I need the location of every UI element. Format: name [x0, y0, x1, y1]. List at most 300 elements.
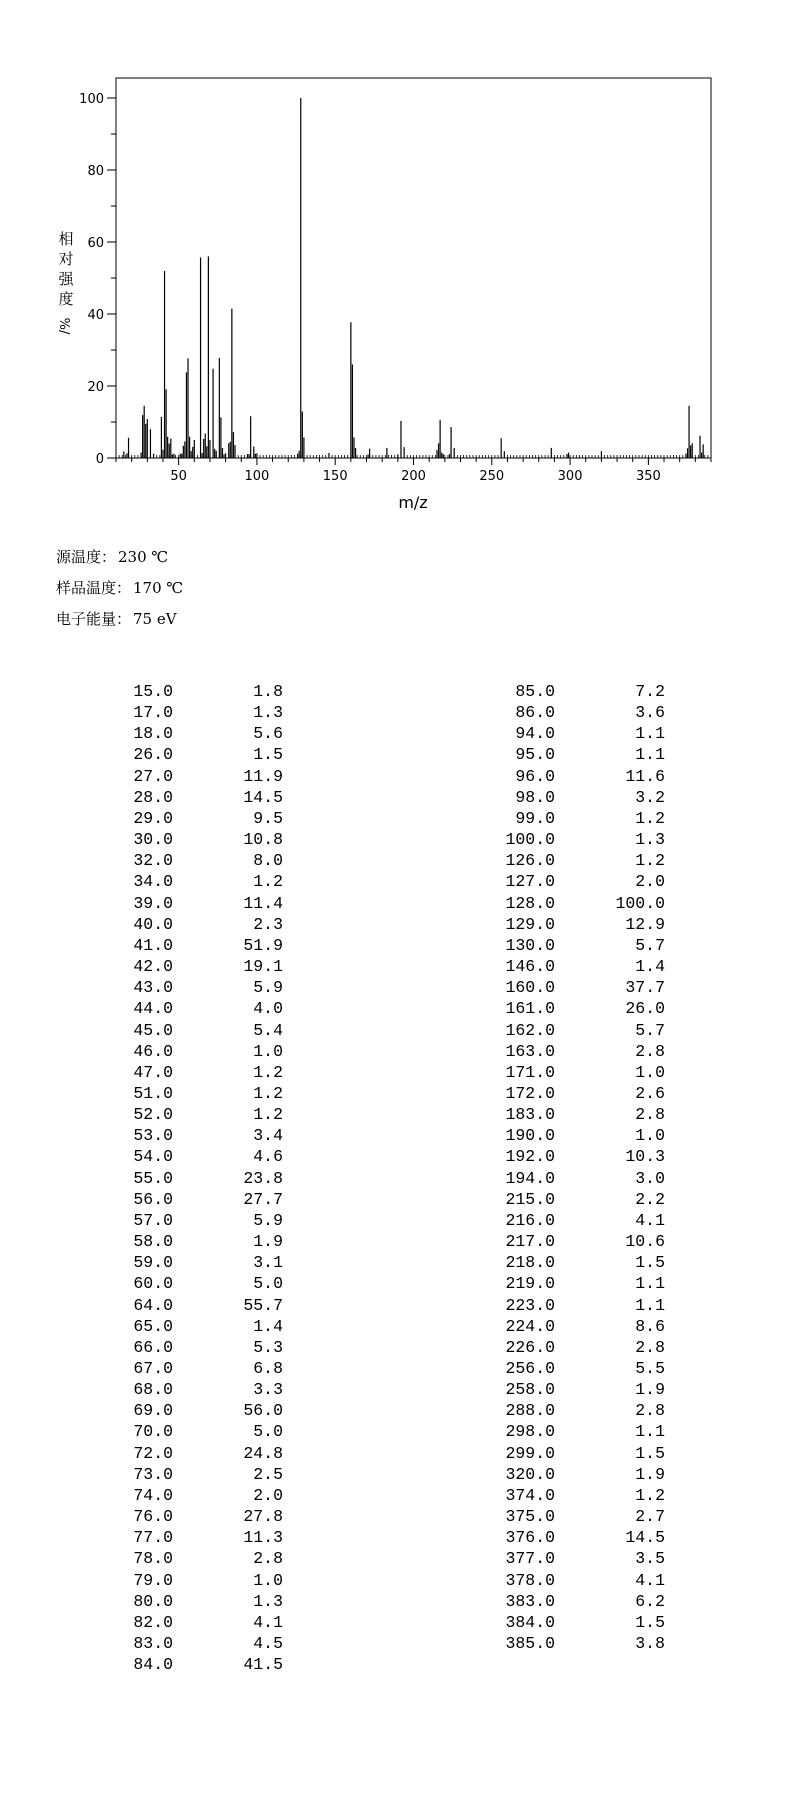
peak-mz: 374.0	[505, 1485, 555, 1505]
peak-abundance: 10.3	[625, 1147, 665, 1167]
peak-row	[112, 1591, 283, 1612]
peak-abundance: 1.2	[635, 1485, 665, 1505]
peak-mz: 41.0	[133, 935, 173, 955]
peak-mz: 127.0	[505, 872, 555, 892]
peak-row	[112, 1189, 283, 1210]
peak-row	[494, 723, 665, 744]
peak-mz: 85.0	[515, 682, 555, 701]
peak-abundance: 11.6	[625, 766, 665, 786]
y-axis-label	[56, 230, 74, 335]
peak-abundance: 1.8	[253, 682, 283, 701]
peak-row	[494, 808, 665, 829]
peak-row	[494, 1464, 665, 1485]
peak-abundance: 1.2	[635, 851, 665, 871]
peak-mz: 298.0	[505, 1422, 555, 1442]
peak-abundance: 4.1	[635, 1210, 665, 1230]
peak-mz: 69.0	[133, 1401, 173, 1421]
peak-row	[112, 723, 283, 744]
peak-abundance: 1.3	[253, 1591, 283, 1611]
peak-mz: 383.0	[505, 1591, 555, 1611]
peak-mz: 29.0	[133, 808, 173, 828]
peak-mz: 66.0	[133, 1337, 173, 1357]
plot-frame	[116, 78, 711, 458]
peak-abundance: 3.3	[253, 1380, 283, 1400]
peak-mz: 216.0	[505, 1210, 555, 1230]
peak-abundance: 3.8	[635, 1634, 665, 1654]
peak-mz: 94.0	[515, 724, 555, 744]
x-tick-label: 350	[635, 469, 661, 484]
peak-mz: 258.0	[505, 1380, 555, 1400]
peak-abundance: 41.5	[243, 1655, 283, 1675]
y-label-unit: %/	[56, 317, 71, 335]
peak-row	[112, 871, 283, 892]
peak-mz: 377.0	[505, 1549, 555, 1569]
peak-mz: 130.0	[505, 935, 555, 955]
y-tick-label: 80	[87, 164, 104, 179]
peak-mz: 98.0	[515, 787, 555, 807]
electron-energy-label: 电子能量：	[56, 610, 132, 628]
peak-abundance: 3.2	[635, 787, 665, 807]
peak-mz: 47.0	[133, 1062, 173, 1082]
source-temperature-label: 源温度：	[56, 548, 117, 566]
peak-row	[494, 1612, 665, 1633]
peak-abundance: 1.2	[253, 1083, 283, 1103]
peak-row	[494, 1548, 665, 1569]
peak-mz: 53.0	[133, 1126, 173, 1146]
x-tick-label: 150	[322, 469, 348, 484]
peak-mz: 320.0	[505, 1464, 555, 1484]
peak-mz: 55.0	[133, 1168, 173, 1188]
x-tick-label: 250	[479, 469, 505, 484]
y-label-char: 对	[58, 250, 74, 268]
peak-row	[112, 935, 283, 956]
peak-row	[112, 1062, 283, 1083]
peak-mz: 183.0	[505, 1105, 555, 1125]
peak-mz: 129.0	[505, 914, 555, 934]
peak-abundance: 1.5	[635, 1612, 665, 1632]
peak-row	[112, 1654, 283, 1675]
peak-mz: 126.0	[505, 851, 555, 871]
peak-abundance: 1.1	[635, 1295, 665, 1315]
peak-mz: 375.0	[505, 1507, 555, 1527]
peak-row	[112, 1252, 283, 1273]
electron-energy	[56, 608, 177, 629]
peak-mz: 83.0	[133, 1634, 173, 1654]
peak-mz: 65.0	[133, 1316, 173, 1336]
peak-row	[112, 1273, 283, 1294]
peak-abundance: 1.9	[253, 1232, 283, 1252]
peak-mz: 217.0	[505, 1232, 555, 1252]
peak-abundance: 3.0	[635, 1168, 665, 1188]
peak-mz: 40.0	[133, 914, 173, 934]
peak-abundance: 1.5	[635, 1443, 665, 1463]
peak-mz: 44.0	[133, 999, 173, 1019]
peak-row	[112, 1337, 283, 1358]
peak-mz: 192.0	[505, 1147, 555, 1167]
peak-mz: 82.0	[133, 1612, 173, 1632]
peak-row	[112, 1464, 283, 1485]
y-axis	[79, 92, 116, 467]
peak-mz: 64.0	[133, 1295, 173, 1315]
peak-row	[494, 935, 665, 956]
peak-row	[494, 1506, 665, 1527]
peak-row	[112, 1527, 283, 1548]
peak-row	[112, 956, 283, 977]
peak-row	[494, 1252, 665, 1273]
peak-abundance: 2.8	[635, 1041, 665, 1061]
peak-mz: 54.0	[133, 1147, 173, 1167]
peak-row	[112, 702, 283, 723]
peak-abundance: 5.9	[253, 1210, 283, 1230]
y-tick-label: 100	[79, 92, 104, 107]
peak-mz: 224.0	[505, 1316, 555, 1336]
peak-mz: 72.0	[133, 1443, 173, 1463]
peak-row	[494, 681, 665, 702]
peak-abundance: 1.3	[635, 830, 665, 850]
peak-abundance: 3.6	[635, 703, 665, 723]
peak-row	[112, 1633, 283, 1654]
peak-row	[112, 1548, 283, 1569]
peak-row	[494, 1125, 665, 1146]
peak-abundance: 4.1	[253, 1612, 283, 1632]
peak-mz: 32.0	[133, 851, 173, 871]
peak-mz: 27.0	[133, 766, 173, 786]
electron-energy-value: 75 eV	[133, 610, 177, 628]
peak-mz: 99.0	[515, 808, 555, 828]
peak-abundance: 1.2	[253, 1105, 283, 1125]
peak-mz: 57.0	[133, 1210, 173, 1230]
peak-abundance: 2.0	[635, 872, 665, 892]
peak-mz: 59.0	[133, 1253, 173, 1273]
peak-abundance: 10.6	[625, 1232, 665, 1252]
peak-mz: 26.0	[133, 745, 173, 765]
peak-row	[112, 1485, 283, 1506]
peak-mz: 80.0	[133, 1591, 173, 1611]
peak-mz: 30.0	[133, 830, 173, 850]
peak-row	[494, 1083, 665, 1104]
peak-row	[494, 1485, 665, 1506]
peak-mz: 34.0	[133, 872, 173, 892]
peak-row	[494, 1358, 665, 1379]
peak-row	[494, 1633, 665, 1654]
y-tick-label: 60	[87, 236, 104, 251]
peak-row	[494, 766, 665, 787]
peak-table-left	[112, 681, 283, 1675]
peak-abundance: 5.9	[253, 978, 283, 998]
peak-row	[494, 1020, 665, 1041]
peak-mz: 42.0	[133, 957, 173, 977]
peak-mz: 67.0	[133, 1359, 173, 1378]
peak-abundance: 10.8	[243, 830, 283, 850]
peak-abundance: 19.1	[243, 957, 283, 977]
peak-abundance: 2.6	[635, 1083, 665, 1103]
peak-mz: 223.0	[505, 1295, 555, 1315]
peak-mz: 162.0	[505, 1020, 555, 1040]
peak-abundance: 1.9	[635, 1380, 665, 1400]
sample-temperature-value: 170 ℃	[133, 579, 184, 597]
peak-row	[494, 998, 665, 1019]
peak-row	[494, 1316, 665, 1337]
peak-mz: 128.0	[505, 893, 555, 913]
peak-row	[112, 893, 283, 914]
peak-mz: 18.0	[133, 724, 173, 744]
peak-abundance: 27.7	[243, 1189, 283, 1209]
peak-abundance: 1.2	[635, 808, 665, 828]
peak-row	[494, 1379, 665, 1400]
peak-row	[112, 850, 283, 871]
peak-abundance: 1.4	[635, 957, 665, 977]
peak-mz: 84.0	[133, 1655, 173, 1675]
peak-abundance: 5.0	[253, 1422, 283, 1442]
peak-mz: 288.0	[505, 1401, 555, 1421]
peak-mz: 376.0	[505, 1528, 555, 1548]
peak-mz: 194.0	[505, 1168, 555, 1188]
peak-row	[112, 1125, 283, 1146]
peak-row	[112, 1210, 283, 1231]
peak-mz: 160.0	[505, 978, 555, 998]
peak-mz: 43.0	[133, 978, 173, 998]
peak-row	[112, 1083, 283, 1104]
peak-abundance: 11.4	[243, 893, 283, 913]
peak-abundance: 1.1	[635, 1274, 665, 1294]
peak-mz: 15.0	[133, 682, 173, 701]
peak-row	[112, 1506, 283, 1527]
peak-row	[112, 1316, 283, 1337]
peak-row	[494, 1210, 665, 1231]
peak-row	[112, 1379, 283, 1400]
peak-row	[112, 1612, 283, 1633]
peak-abundance: 5.5	[635, 1359, 665, 1378]
peak-row	[112, 914, 283, 935]
peak-row	[112, 1443, 283, 1464]
peak-mz: 52.0	[133, 1105, 173, 1125]
peak-row	[494, 1591, 665, 1612]
peak-row	[494, 1421, 665, 1442]
peak-abundance: 7.2	[635, 682, 665, 701]
peak-mz: 215.0	[505, 1189, 555, 1209]
peak-mz: 385.0	[505, 1634, 555, 1654]
y-label-char: 度	[58, 290, 74, 308]
peak-mz: 100.0	[505, 830, 555, 850]
peak-row	[494, 977, 665, 998]
peak-abundance: 1.1	[635, 724, 665, 744]
peak-abundance: 1.5	[635, 1253, 665, 1273]
peak-mz: 378.0	[505, 1570, 555, 1590]
peak-row	[112, 1570, 283, 1591]
peak-abundance: 6.8	[253, 1359, 283, 1378]
sample-temperature	[56, 577, 183, 598]
x-axis	[116, 458, 711, 484]
peak-row	[494, 744, 665, 765]
peak-mz: 161.0	[505, 999, 555, 1019]
peak-row	[494, 956, 665, 977]
peak-abundance: 5.7	[635, 935, 665, 955]
peak-abundance: 1.1	[635, 1422, 665, 1442]
peak-row	[494, 1570, 665, 1591]
peak-abundance: 27.8	[243, 1507, 283, 1527]
peak-abundance: 1.0	[253, 1041, 283, 1061]
peak-mz: 46.0	[133, 1041, 173, 1061]
peak-row	[112, 1421, 283, 1442]
peak-row	[112, 998, 283, 1019]
peak-row	[494, 1400, 665, 1421]
x-tick-label: 300	[557, 469, 583, 484]
peak-mz: 219.0	[505, 1274, 555, 1294]
peak-row	[112, 829, 283, 850]
y-label-char: 强	[58, 270, 74, 288]
peak-row	[494, 850, 665, 871]
x-tick-label: 200	[401, 469, 426, 484]
peak-abundance: 5.3	[253, 1337, 283, 1357]
peak-abundance: 23.8	[243, 1168, 283, 1188]
peak-abundance: 4.5	[253, 1634, 283, 1654]
peak-row	[112, 1358, 283, 1379]
peak-mz: 39.0	[133, 893, 173, 913]
peak-mz: 56.0	[133, 1189, 173, 1209]
peak-mz: 190.0	[505, 1126, 555, 1146]
x-axis-label: m/z	[398, 493, 428, 512]
peak-row	[112, 1104, 283, 1125]
peak-row	[112, 1295, 283, 1316]
peak-mz: 68.0	[133, 1380, 173, 1400]
peak-abundance: 2.8	[635, 1401, 665, 1421]
peak-abundance: 1.9	[635, 1464, 665, 1484]
peak-abundance: 3.5	[635, 1549, 665, 1569]
y-tick-label: 20	[87, 380, 104, 395]
peak-row	[494, 1273, 665, 1294]
mass-spectrum-chart	[0, 0, 794, 520]
peak-row	[112, 1020, 283, 1041]
peak-abundance: 11.9	[243, 766, 283, 786]
peak-abundance: 3.4	[253, 1126, 283, 1146]
peak-abundance: 1.2	[253, 1062, 283, 1082]
peak-abundance: 2.8	[253, 1549, 283, 1569]
peak-row	[112, 977, 283, 998]
peak-row	[494, 1062, 665, 1083]
peak-row	[494, 1146, 665, 1167]
peak-abundance: 9.5	[253, 808, 283, 828]
peak-row	[494, 787, 665, 808]
peak-abundance: 5.6	[253, 724, 283, 744]
peak-abundance: 55.7	[243, 1295, 283, 1315]
peak-row	[494, 702, 665, 723]
peak-abundance: 2.7	[635, 1507, 665, 1527]
peak-mz: 74.0	[133, 1485, 173, 1505]
peak-abundance: 1.0	[635, 1126, 665, 1146]
peak-mz: 70.0	[133, 1422, 173, 1442]
peak-table-right	[494, 681, 665, 1654]
peak-abundance: 100.0	[615, 893, 665, 913]
peak-row	[112, 808, 283, 829]
x-tick-label: 50	[170, 469, 187, 484]
sample-temperature-label: 样品温度：	[56, 579, 132, 597]
source-temperature-value: 230 ℃	[118, 548, 169, 566]
peak-mz: 146.0	[505, 957, 555, 977]
peak-mz: 299.0	[505, 1443, 555, 1463]
peak-abundance: 24.8	[243, 1443, 283, 1463]
peak-mz: 226.0	[505, 1337, 555, 1357]
peak-abundance: 1.3	[253, 703, 283, 723]
peak-mz: 17.0	[133, 703, 173, 723]
peak-row	[494, 1104, 665, 1125]
peak-mz: 51.0	[133, 1083, 173, 1103]
peak-mz: 77.0	[133, 1528, 173, 1548]
peak-abundance: 51.9	[243, 935, 283, 955]
peak-row	[494, 829, 665, 850]
peak-row	[494, 1295, 665, 1316]
peak-mz: 28.0	[133, 787, 173, 807]
peak-row	[494, 1527, 665, 1548]
peak-abundance: 1.2	[253, 872, 283, 892]
peak-abundance: 5.7	[635, 1020, 665, 1040]
peak-abundance: 26.0	[625, 999, 665, 1019]
peak-abundance: 11.3	[243, 1528, 283, 1548]
peak-row	[494, 1231, 665, 1252]
peak-mz: 45.0	[133, 1020, 173, 1040]
peak-mz: 384.0	[505, 1612, 555, 1632]
peak-row	[494, 914, 665, 935]
peak-row	[112, 1168, 283, 1189]
peak-abundance: 1.1	[635, 745, 665, 765]
peak-abundance: 6.2	[635, 1591, 665, 1611]
peak-abundance: 2.3	[253, 914, 283, 934]
peak-row	[494, 1168, 665, 1189]
peak-abundance: 14.5	[243, 787, 283, 807]
peak-row	[112, 1041, 283, 1062]
peak-mz: 78.0	[133, 1549, 173, 1569]
source-temperature	[56, 546, 168, 567]
peak-abundance: 1.0	[253, 1570, 283, 1590]
peak-row	[112, 1400, 283, 1421]
peak-abundance: 14.5	[625, 1528, 665, 1548]
peak-row	[494, 1041, 665, 1062]
peak-row	[494, 893, 665, 914]
peak-mz: 163.0	[505, 1041, 555, 1061]
peak-abundance: 2.2	[635, 1189, 665, 1209]
peak-row	[494, 1443, 665, 1464]
y-tick-label: 0	[95, 452, 104, 467]
peak-abundance: 2.8	[635, 1337, 665, 1357]
peak-abundance: 2.5	[253, 1464, 283, 1484]
x-tick-label: 100	[244, 469, 270, 484]
y-label-char: 相	[58, 230, 74, 248]
peak-abundance: 2.0	[253, 1485, 283, 1505]
peak-abundance: 1.0	[635, 1062, 665, 1082]
peak-abundance: 4.1	[635, 1570, 665, 1590]
peak-mz: 60.0	[133, 1274, 173, 1294]
peak-mz: 73.0	[133, 1464, 173, 1484]
peak-row	[112, 787, 283, 808]
peak-row	[112, 681, 283, 702]
peak-row	[494, 1189, 665, 1210]
peak-row	[112, 766, 283, 787]
peak-abundance: 1.5	[253, 745, 283, 765]
peak-abundance: 5.4	[253, 1020, 283, 1040]
peak-mz: 79.0	[133, 1570, 173, 1590]
peak-mz: 256.0	[505, 1359, 555, 1378]
peak-abundance: 4.0	[253, 999, 283, 1019]
peak-mz: 95.0	[515, 745, 555, 765]
peak-mz: 218.0	[505, 1253, 555, 1273]
peak-mz: 171.0	[505, 1062, 555, 1082]
peak-row	[112, 1146, 283, 1167]
peak-abundance: 3.1	[253, 1253, 283, 1273]
peak-mz: 86.0	[515, 703, 555, 723]
peak-row	[112, 744, 283, 765]
peak-abundance: 8.6	[635, 1316, 665, 1336]
peak-abundance: 8.0	[253, 851, 283, 871]
peak-abundance: 5.0	[253, 1274, 283, 1294]
